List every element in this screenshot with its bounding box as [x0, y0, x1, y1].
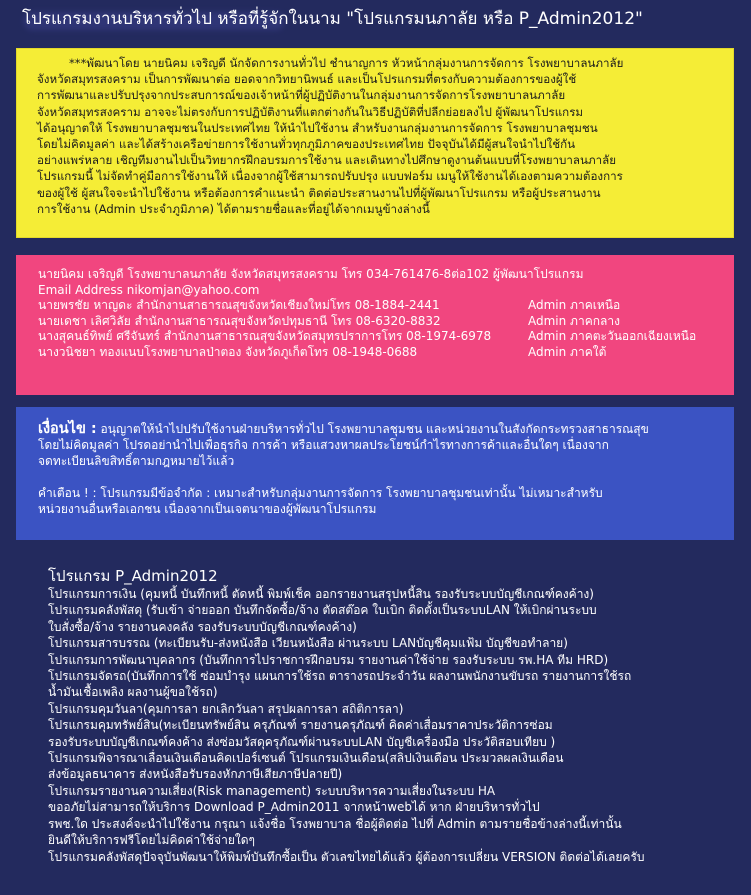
intro-line: ***พัฒนาโดย นายนิคม เจริญดี นักจัดการงานทั่วไป ชำนาญการ หัวหน้ากลุ่มงานการจัดการ โรงพยาบาลนภาลัย: [69, 56, 624, 70]
program-item: ขออภัยไม่สามารถให้บริการ Download P_Admin2011 จากหน้าwebได้ หาก ฝ่ายบริหารทั่วไป: [48, 800, 540, 815]
intro-line: การพัฒนาและปรับปรุงจากประสบการณ์ของเจ้าหน้าที่ผู้ปฏิบัติงานในกลุ่มงานการจัดการโรงพยาบาลนภาลัย: [37, 88, 566, 103]
program-item: โปรแกรมพิจารณาเลื่อนเงินเดือนคิดเปอร์เซนต์ โปรแกรมเงินเดือน(สลิปเงินเดือน ประมวลผลเงินเดือน: [48, 751, 564, 766]
intro-line: ได้อนุญาตให้ โรงพยาบาลชุมชนในประเทศไทย ให้นำไปใช้งาน สำหรับงานกลุ่มงานการจัดการ โรงพยาบาลชุมชน: [37, 120, 598, 135]
conditions-text: อนุญาตให้นำไปปรับใช้งานฝ่ายบริหารทั่วไป โรงพยาบาลชุมชน และหน่วยงานในสังกัดกระทรวงสาธารณสุข: [96, 422, 649, 436]
program-item: โปรแกรมคุมวันลา(คุมการลา ยกเลิกวันลา สรุปผลการลา สถิติการลา): [48, 701, 404, 716]
conditions-box: [16, 407, 734, 540]
admin-row: [38, 345, 728, 361]
admin-info: นางสุคนธ์ทิพย์ ศรีจันทร์ สำนักงานสาธารณสุขจังหวัดสมุทรปราการโทร 08-1974-6978: [38, 329, 492, 344]
admin-role: Admin ภาคเหนือ: [528, 298, 621, 313]
program-item: ส่งข้อมูลธนาคาร ส่งหนังสือรับรองหักภาษีเสียภาษีปลายปี): [48, 767, 343, 782]
program-item: โปรแกรมการเงิน (คุมหนี้ บันทึกหนี้ ตัดหนี้ พิมพ์เช็ค ออกรายงานสรุปหนี้สิน รองรับระบบบัญชีเกณฑ์คงค้าง): [48, 587, 594, 601]
program-item: โปรแกรมสารบรรณ (ทะเบียนรับ-ส่งหนังสือ เวียนหนังสือ ผ่านระบบ LANบัญชีคุมแฟ้ม บัญชีขอทำลาย): [48, 636, 568, 651]
intro-line: จังหวัดสมุทรสงคราม อาจจะไม่ตรงกับการปฏิบัติงานที่แตกต่างกันในวิธีปฏิบัติที่ปลีกย่อยลงไป ผู้พัฒนาโปรแกรม: [37, 104, 584, 119]
admin-role: Admin ภาคตะวันออกเฉียงเหนือ: [528, 329, 697, 344]
program-item: โปรแกรมคุมทรัพย์สิน(ทะเบียนทรัพย์สิน ครุภัณฑ์ รายงานครุภัณฑ์ คิดค่าเสื่อมราคาประวัติการซ่อม: [48, 718, 553, 733]
admin-row: [38, 298, 728, 314]
intro-box: [16, 48, 734, 238]
intro-line: การใช้งาน (Admin ประจำภูมิภาค) ได้ตามรายชื่อและที่อยู่ได้จากเมนูข้างล่างนี้: [37, 201, 430, 216]
conditions-first-line: [38, 421, 720, 437]
conditions-line: จดทะเบียนลิขสิทธิ์ตามกฎหมายไว้แล้ว: [38, 454, 235, 468]
program-item: โปรแกรมคลังพัสดุปัจจุบันพัฒนาให้พิมพ์บันทึกซื้อเป็น ตัวเลขไทยได้แล้ว ผู้ต้องการเปลี่ยน VERSION ติดต่อได้เลยครับ: [48, 849, 645, 864]
intro-line: ของผู้ใช้ ผู้สนใจจะนำไปใช้งาน หรือต้องการคำแนะนำ ติดต่อประสานงานไปที่ผู้พัฒนาโปรแกรม หรือผู้ประสานงาน: [37, 185, 601, 200]
admin-row: [38, 314, 728, 330]
warning-line: หน่วยงานอื่นหรือเอกชน เนื่องจากเป็นเจตนาของผู้พัฒนาโปรแกรม: [38, 502, 377, 516]
admin-role: Admin ภาคกลาง: [528, 313, 620, 328]
admin-info: นายพรชัย หาญดะ สำนักงานสาธารณสุขจังหวัดเชียงใหม่โทร 08-1884-2441: [38, 298, 440, 313]
program-item: ใบสั่งซื้อ/จ้าง รายงานคงคลัง รองรับระบบบัญชีเกณฑ์คงค้าง): [48, 619, 357, 634]
program-item: ยินดีให้บริการฟรีโดยไม่คิดค่าใช้จ่ายใดๆ: [48, 833, 255, 848]
admin-row: [38, 329, 728, 345]
intro-line: โดยไม่คิดมูลค่า และได้สร้างเครือข่ายการใช้งานทั่วทุกภูมิภาคของประเทศไทย ปัจจุบันได้มีผู้สนใจนำไปใช้กัน: [37, 137, 576, 152]
conditions-line: โดยไม่คิดมูลค่า โปรดอย่านำไปเพื่อธุรกิจ การค้า หรือแสวงหาผลประโยชน์กำไรทางการค้าและอื่นใดๆ เนื่องจาก: [38, 438, 609, 452]
developer-contact: [38, 267, 728, 283]
admin-role: Admin ภาคใต้: [528, 344, 607, 359]
warning-line: คำเตือน ! : โปรแกรมมีข้อจำกัด : เหมาะสำหรับกลุ่มงานการจัดการ โรงพยาบาลชุมชนเท่านั้น ไม่เหมาะสำหรับ: [38, 486, 603, 500]
program-list-title: โปรแกรม P_Admin2012: [48, 567, 218, 585]
program-item: รองรับระบบบัญชีเกณฑ์คงค้าง ส่งซ่อมวัสดุครุภัณฑ์ผ่านระบบLAN บัญชีเครื่องมือ ประวัติสอบเทียบ ): [48, 734, 556, 749]
intro-line: อย่างแพร่หลาย เชิญทีมงานไปเป็นวิทยากรฝึกอบรมการใช้งาน และเดินทางไปศึกษาดูงานต้นแบบที่โรงพยาบาลนภาลัย: [37, 153, 616, 168]
program-item: โปรแกรมรายงานความเสี่ยง(Risk management) ระบบบริหารความเสี่ยงในระบบ HA: [48, 783, 496, 798]
page-title: โปรแกรมงานบริหารทั่วไป หรือที่รู้จักในนาม "โปรแกรมนภาลัย หรือ P_Admin2012": [22, 9, 643, 29]
developer-info: นายนิคม เจริญดี โรงพยาบาลนภาลัย จังหวัดสมุทรสงคราม โทร 034-761476-8ต่อ102 ผู้พัฒนาโปรแกรม: [38, 267, 584, 281]
program-item: โปรแกรมคลังพัสดุ (รับเข้า จ่ายออก บันทึกจัดซื้อ/จ้าง ตัดสต๊อค ใบเบิก ติดตั้งเป็นระบบLAN ให้เบิกผ่านระบบ: [48, 603, 597, 618]
developer-email: [38, 283, 728, 299]
conditions-heading: เงื่อนไข :: [38, 421, 97, 437]
admin-info: นายเดชา เลิศวิลัย สำนักงานสาธารณสุขจังหวัดปทุมธานี โทร 08-6320-8832: [38, 313, 441, 328]
contacts-box: [16, 255, 734, 395]
program-item: โปรแกรมจัดรถ(บันทึกการใช้ ซ่อมบำรุง แผนการใช้รถ ตารางรถประจำวัน ผลงานพนักงานขับรถ รายงานการใช้รถ: [48, 669, 632, 684]
program-list: [48, 566, 738, 865]
intro-line: จังหวัดสมุทรสงคราม เป็นการพัฒนาต่อ ยอดจากวิทยานิพนธ์ และเป็นโปรแกรมที่ตรงกับความต้องการของผู้ใช้: [37, 72, 577, 87]
admin-info: นางวนิชยา ทองแนบโรงพยาบาลป่าตอง จังหวัดภูเก็ตโทร 08-1948-0688: [38, 344, 418, 359]
email-link[interactable]: Email Address nikomjan@yahoo.com: [38, 282, 260, 297]
intro-line: โปรแกรมนี้ ไม่จัดทำคู่มือการใช้งานให้ เนื่องจากผู้ใช้สามารถปรับปรุง แบบฟอร์ม เมนูให้ใช้งานได้เองตามความต้องการ: [37, 169, 623, 184]
program-item: โปรแกรมการพัฒนาบุคลากร (บันทึกการไปราชการฝึกอบรม รายงานค่าใช้จ่าย รองรับระบบ รพ.HA ทีม HRD): [48, 652, 609, 667]
program-item: น้ำมันเชื้อเพลิง ผลงานผู้ขอใช้รถ): [48, 685, 218, 700]
program-item: รพช.ใด ประสงค์จะนำไปใช้งาน กรุณา แจ้งชื่อ โรงพยาบาล ชื่อผู้ติดต่อ ไปที่ Admin ตามรายชื่อข้างล่างนี้เท่านั้น: [48, 816, 622, 831]
